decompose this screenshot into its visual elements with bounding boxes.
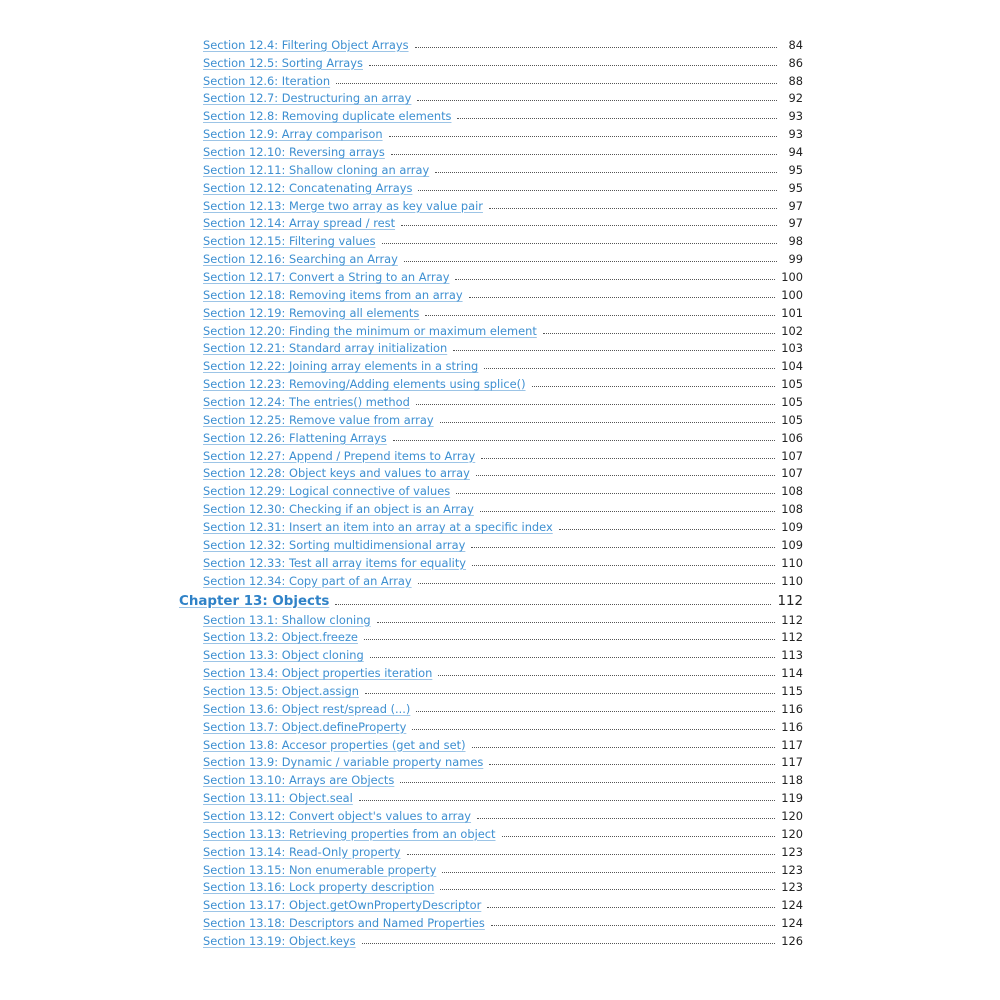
- dot-leader: [502, 836, 776, 837]
- toc-entry[interactable]: [203, 409, 803, 427]
- toc-page-number: 123: [781, 862, 803, 877]
- toc-entry-link[interactable]: Section 12.32: Sorting multidimensional array: [203, 537, 466, 552]
- toc-entry-link[interactable]: Section 12.23: Removing/Adding elements using splice(): [203, 377, 526, 392]
- toc-entry[interactable]: [203, 338, 803, 356]
- toc-entry-link[interactable]: Section 12.33: Test all array items for equality: [203, 555, 467, 570]
- toc-page-number: 88: [788, 73, 803, 88]
- toc-entry-link[interactable]: Section 12.26: Flattening Arrays: [203, 430, 387, 445]
- dot-leader: [481, 458, 775, 459]
- toc-entry-link[interactable]: Section 12.17: Convert a String to an Array: [203, 270, 450, 285]
- toc-entry-link[interactable]: Section 12.30: Checking if an object is an Array: [203, 502, 474, 517]
- toc-entry[interactable]: [203, 570, 803, 588]
- dot-leader: [471, 547, 775, 548]
- toc-entry[interactable]: [203, 498, 803, 516]
- toc-page-number: 112: [781, 612, 803, 627]
- toc-entry[interactable]: [203, 34, 803, 52]
- toc-page-number: 117: [781, 737, 803, 752]
- toc-entry[interactable]: [203, 320, 803, 338]
- toc-entry[interactable]: [203, 894, 803, 912]
- dot-leader: [453, 350, 775, 351]
- dot-leader: [417, 100, 777, 101]
- toc-entry-link[interactable]: Section 13.7: Object.defineProperty: [203, 719, 407, 734]
- toc-entry-link[interactable]: Section 13.4: Object properties iteration: [203, 666, 433, 681]
- toc-entry-link[interactable]: Section 13.14: Read-Only property: [203, 844, 401, 859]
- toc-page-number: 105: [781, 377, 803, 392]
- dot-leader: [532, 386, 776, 387]
- toc-page-number: 109: [781, 537, 803, 552]
- dot-leader: [393, 440, 776, 441]
- toc-page-number: 104: [781, 359, 803, 374]
- dot-leader: [457, 118, 777, 119]
- dot-leader: [391, 154, 777, 155]
- toc-entry[interactable]: [203, 680, 803, 698]
- toc-entry[interactable]: [203, 877, 803, 895]
- toc-chapter-link[interactable]: Chapter 13: Objects: [179, 593, 330, 609]
- toc-entry-link[interactable]: Section 12.25: Remove value from array: [203, 412, 434, 427]
- toc-entry-link[interactable]: Section 12.13: Merge two array as key value pair: [203, 198, 483, 213]
- dot-leader: [335, 604, 771, 605]
- toc-entry-link[interactable]: Section 12.16: Searching an Array: [203, 252, 398, 267]
- toc-page-number: 123: [781, 880, 803, 895]
- toc-entry-link[interactable]: Section 13.9: Dynamic / variable property names: [203, 755, 484, 770]
- toc-entry-link[interactable]: Section 13.16: Lock property description: [203, 880, 435, 895]
- toc-entry[interactable]: [203, 230, 803, 248]
- toc-entry[interactable]: [203, 213, 803, 231]
- dot-leader: [456, 493, 775, 494]
- toc-entry[interactable]: [203, 841, 803, 859]
- toc-entry-link[interactable]: Section 12.24: The entries() method: [203, 395, 410, 410]
- toc-page-number: 103: [781, 341, 803, 356]
- toc-page-number: 116: [781, 701, 803, 716]
- dot-leader: [370, 657, 776, 658]
- dot-leader: [415, 47, 777, 48]
- toc-page-number: 99: [788, 252, 803, 267]
- dot-leader: [543, 333, 775, 334]
- toc-entry-link[interactable]: Section 12.11: Shallow cloning an array: [203, 162, 430, 177]
- dot-leader: [425, 315, 775, 316]
- toc-page-number: 108: [781, 484, 803, 499]
- toc-entry-link[interactable]: Section 13.5: Object.assign: [203, 683, 359, 698]
- toc-entry-link[interactable]: Section 13.18: Descriptors and Named Properties: [203, 916, 485, 931]
- toc-entry-link[interactable]: Section 13.19: Object.keys: [203, 933, 356, 948]
- toc-entry-link[interactable]: Section 12.20: Finding the minimum or maximum element: [203, 323, 537, 338]
- dot-leader: [442, 872, 775, 873]
- toc-entry[interactable]: [203, 859, 803, 877]
- toc-page-number: 84: [788, 37, 803, 52]
- toc-page-number: 112: [777, 593, 803, 609]
- dot-leader: [472, 565, 775, 566]
- toc-entry[interactable]: [203, 516, 803, 534]
- toc-entry-link[interactable]: Section 12.9: Array comparison: [203, 127, 383, 142]
- dot-leader: [416, 711, 775, 712]
- dot-leader: [369, 65, 777, 66]
- dot-leader: [440, 889, 775, 890]
- toc-page-number: 120: [781, 808, 803, 823]
- toc-entry-link[interactable]: Section 13.17: Object.getOwnPropertyDescriptor: [203, 898, 482, 913]
- toc-entry-link[interactable]: Section 12.18: Removing items from an array: [203, 287, 463, 302]
- toc-entry[interactable]: [203, 159, 803, 177]
- toc-page-number: 95: [788, 180, 803, 195]
- dot-leader: [389, 136, 777, 137]
- toc-page-number: 110: [781, 555, 803, 570]
- toc-entry-link[interactable]: Section 13.10: Arrays are Objects: [203, 773, 395, 788]
- toc-page-number: 98: [788, 234, 803, 249]
- toc-entry-link[interactable]: Section 13.12: Convert object's values to array: [203, 808, 472, 823]
- dot-leader: [438, 675, 775, 676]
- toc-entry[interactable]: [203, 391, 803, 409]
- toc-entry[interactable]: [203, 627, 803, 645]
- toc-entry[interactable]: [203, 930, 803, 948]
- toc-page-number: 93: [788, 127, 803, 142]
- toc-entry[interactable]: [203, 70, 803, 88]
- toc-chapter-entry[interactable]: [179, 588, 803, 609]
- toc-entry[interactable]: [203, 88, 803, 106]
- toc-entry[interactable]: [203, 534, 803, 552]
- toc-page-number: 106: [781, 430, 803, 445]
- toc-page-number: 108: [781, 502, 803, 517]
- dot-leader: [469, 297, 776, 298]
- toc-page-number: 97: [788, 216, 803, 231]
- toc-entry[interactable]: [203, 662, 803, 680]
- toc-page-number: 100: [781, 287, 803, 302]
- toc-entry[interactable]: [203, 248, 803, 266]
- toc-entry-link[interactable]: Section 12.8: Removing duplicate elements: [203, 109, 452, 124]
- toc-entry-link[interactable]: Section 12.6: Iteration: [203, 73, 331, 88]
- toc-entry[interactable]: [203, 752, 803, 770]
- toc-entry[interactable]: [203, 445, 803, 463]
- dot-leader: [400, 782, 775, 783]
- toc-entry-link[interactable]: Section 12.22: Joining array elements in a string: [203, 359, 479, 374]
- dot-leader: [407, 854, 776, 855]
- dot-leader: [472, 747, 776, 748]
- dot-leader: [440, 422, 776, 423]
- toc-page-number: 95: [788, 162, 803, 177]
- dot-leader: [480, 511, 775, 512]
- toc-page-number: 101: [781, 305, 803, 320]
- toc-page-number: 105: [781, 412, 803, 427]
- toc-page-number: 93: [788, 109, 803, 124]
- toc-entry[interactable]: [203, 787, 803, 805]
- toc-entry[interactable]: [203, 769, 803, 787]
- toc-entry[interactable]: [203, 716, 803, 734]
- dot-leader: [489, 764, 775, 765]
- toc-entry-link[interactable]: Section 13.2: Object.freeze: [203, 630, 358, 645]
- toc-entry[interactable]: [203, 52, 803, 70]
- toc-entry[interactable]: [203, 141, 803, 159]
- dot-leader: [382, 243, 778, 244]
- toc-entry[interactable]: [203, 302, 803, 320]
- toc-entry[interactable]: [203, 552, 803, 570]
- toc-page-number: 116: [781, 719, 803, 734]
- dot-leader: [364, 639, 775, 640]
- dot-leader: [418, 583, 776, 584]
- dot-leader: [418, 190, 777, 191]
- toc-page-number: 107: [781, 448, 803, 463]
- toc-entry[interactable]: [203, 644, 803, 662]
- toc-page-number: 107: [781, 466, 803, 481]
- dot-leader: [559, 529, 776, 530]
- toc-page-number: 97: [788, 198, 803, 213]
- toc-entry[interactable]: [203, 177, 803, 195]
- toc-entry-link[interactable]: Section 12.31: Insert an item into an array at a specific index: [203, 520, 553, 535]
- toc-page-number: 100: [781, 270, 803, 285]
- toc-entry[interactable]: [203, 805, 803, 823]
- toc-entry-link[interactable]: Section 13.1: Shallow cloning: [203, 612, 371, 627]
- toc-page-number: 114: [781, 666, 803, 681]
- toc-entry-link[interactable]: Section 13.6: Object rest/spread (...): [203, 701, 411, 716]
- dot-leader: [362, 943, 776, 944]
- toc-page-number: 113: [781, 648, 803, 663]
- dot-leader: [401, 225, 777, 226]
- toc-page-number: 109: [781, 520, 803, 535]
- dot-leader: [359, 800, 775, 801]
- toc-entry-link[interactable]: Section 12.14: Array spread / rest: [203, 216, 396, 231]
- toc-entry[interactable]: [203, 284, 803, 302]
- dot-leader: [416, 404, 775, 405]
- toc-entry[interactable]: [203, 266, 803, 284]
- toc-page-number: 124: [781, 916, 803, 931]
- dot-leader: [377, 622, 776, 623]
- table-of-contents: [0, 34, 1000, 948]
- toc-entry[interactable]: [203, 105, 803, 123]
- dot-leader: [435, 172, 777, 173]
- toc-page-number: 112: [781, 630, 803, 645]
- toc-page-number: 92: [788, 91, 803, 106]
- dot-leader: [412, 729, 775, 730]
- toc-entry[interactable]: [203, 823, 803, 841]
- toc-entry[interactable]: [203, 123, 803, 141]
- toc-entry[interactable]: [203, 373, 803, 391]
- toc-page-number: 117: [781, 755, 803, 770]
- toc-page-number: 124: [781, 898, 803, 913]
- toc-entry-link[interactable]: Section 13.15: Non enumerable property: [203, 862, 437, 877]
- dot-leader: [476, 475, 775, 476]
- dot-leader: [336, 83, 777, 84]
- toc-entry[interactable]: [203, 734, 803, 752]
- dot-leader: [404, 261, 777, 262]
- toc-entry-link[interactable]: Section 12.34: Copy part of an Array: [203, 573, 412, 588]
- toc-entry[interactable]: [203, 698, 803, 716]
- toc-entry-link[interactable]: Section 12.7: Destructuring an array: [203, 91, 412, 106]
- toc-page-number: 105: [781, 395, 803, 410]
- toc-entry[interactable]: [203, 355, 803, 373]
- dot-leader: [484, 368, 775, 369]
- toc-page-number: 120: [781, 826, 803, 841]
- toc-entry[interactable]: [203, 609, 803, 627]
- toc-page-number: 123: [781, 844, 803, 859]
- toc-entry-link[interactable]: Section 12.12: Concatenating Arrays: [203, 180, 413, 195]
- toc-page-number: 115: [781, 683, 803, 698]
- toc-entry-link[interactable]: Section 12.21: Standard array initialization: [203, 341, 448, 356]
- toc-entry-link[interactable]: Section 12.19: Removing all elements: [203, 305, 420, 320]
- toc-entry-link[interactable]: Section 13.3: Object cloning: [203, 648, 364, 663]
- toc-page-number: 94: [788, 145, 803, 160]
- toc-page-number: 86: [788, 55, 803, 70]
- toc-page-number: 102: [781, 323, 803, 338]
- toc-page-number: 119: [781, 791, 803, 806]
- toc-entry[interactable]: [203, 427, 803, 445]
- toc-entry[interactable]: [203, 463, 803, 481]
- toc-page-number: 126: [781, 933, 803, 948]
- dot-leader: [365, 693, 775, 694]
- dot-leader: [477, 818, 775, 819]
- toc-entry-link[interactable]: Section 12.4: Filtering Object Arrays: [203, 37, 409, 52]
- toc-entry-link[interactable]: Section 13.11: Object.seal: [203, 791, 353, 806]
- toc-entry[interactable]: [203, 480, 803, 498]
- toc-entry-link[interactable]: Section 12.27: Append / Prepend items to Array: [203, 448, 476, 463]
- dot-leader: [455, 279, 775, 280]
- toc-entry-link[interactable]: Section 12.29: Logical connective of values: [203, 484, 451, 499]
- toc-entry[interactable]: [203, 912, 803, 930]
- toc-entry-link[interactable]: Section 12.10: Reversing arrays: [203, 145, 385, 160]
- toc-page-number: 118: [781, 773, 803, 788]
- toc-entry-link[interactable]: Section 12.5: Sorting Arrays: [203, 55, 363, 70]
- toc-entry[interactable]: [203, 195, 803, 213]
- toc-entry-link[interactable]: Section 13.8: Accesor properties (get and set): [203, 737, 466, 752]
- toc-entry-link[interactable]: Section 13.13: Retrieving properties from an object: [203, 826, 496, 841]
- toc-entry-link[interactable]: Section 12.28: Object keys and values to array: [203, 466, 470, 481]
- dot-leader: [489, 208, 777, 209]
- toc-entry-link[interactable]: Section 12.15: Filtering values: [203, 234, 376, 249]
- toc-page-number: 110: [781, 573, 803, 588]
- dot-leader: [487, 907, 775, 908]
- dot-leader: [491, 925, 775, 926]
